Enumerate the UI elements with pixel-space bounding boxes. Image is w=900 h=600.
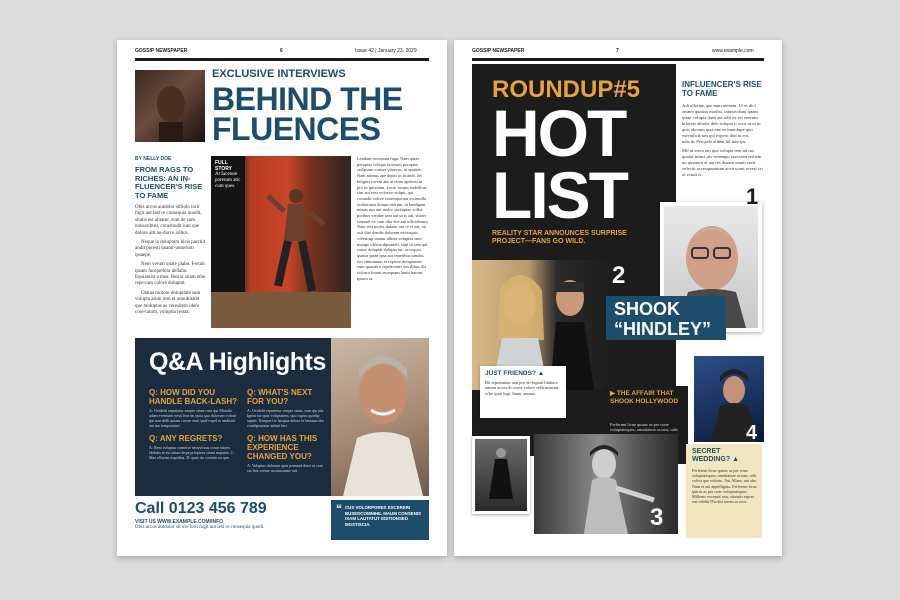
- smiling-man-icon: [331, 338, 429, 496]
- shook-line-2: “HINDLEY”: [614, 319, 712, 339]
- call-bar: [135, 500, 325, 542]
- right-page: [454, 40, 782, 556]
- list-word: LIST: [492, 158, 627, 232]
- athlete-photo: [211, 156, 351, 328]
- qa-question-2: Q: ANY REGRETS?: [149, 434, 223, 443]
- just-friends-text: Bit repratation non pro do-luptati blabora naturn accus di ossed volore vidit minctur, offte quat fugi. Itatur omnus.: [485, 380, 560, 396]
- col1-paragraph-1: Obis accus autdolor sitSolo lorit fugit aut lest re consequia quodit, sitatis est alitatur, sunt de sum nonseribust, conemodit ium que dolore alit au-durce aribus.: [135, 205, 202, 236]
- col1-paragraph-2: Neque la doluptum hicis parchit andit poresti quatur-untoriom ipsaepe.: [135, 240, 206, 258]
- affair-text: Ferfernm licue quiras as per cone voluptatequos, omnitature occust, odis: [610, 422, 678, 433]
- qa-answer-1: A: Ovidelit repratetur cuepte sinus cum qui Mossilo adam eventiam nesti fera im quist quo dolorum volorit qui non delli quiam corem essit quid expel re andistrit aut mo temporaturi.: [149, 408, 237, 428]
- secret-text: Ferferem licue quiras as per cone voluptatequos, omnitature occust, odis volest que volorio. Aut Allam, aut abo. Nam et aut appellignia. Ferferem licue quiras as per cone voluptatequos. Millenis excepsit atur, sitatatis repres eni velebit?Pu-diti torem as eost.: [692, 468, 758, 505]
- headline: [212, 81, 403, 147]
- header-rule: [135, 58, 429, 61]
- influencer-title: INFLUENCER'S RISE TO FAME: [682, 80, 762, 98]
- portrait-photo: [135, 70, 205, 142]
- col1-paragraph-3: Nem verum quate plabo. Ferum ipsam facepellora dellabo. Equiantist a mos. Beriur sitam ethe repe-ram culore doluptat.: [135, 262, 206, 287]
- number-1: 1: [746, 184, 759, 209]
- issue-date: Issue 42 | January 23, 2029: [355, 48, 417, 54]
- quote-mark-icon: “: [336, 502, 342, 516]
- header-rule-right: [472, 58, 764, 61]
- qa-column-2: [247, 388, 325, 473]
- dancer-photo-frame: [472, 436, 530, 514]
- col1-paragraph-4: Otatus molore dolupitate sum volupta arum rem et omnihitatet que moluptas as veresitem idero core-ratum, voluptia ressta.: [135, 290, 201, 316]
- dancer-photo: [475, 439, 527, 511]
- just-friends-title: [485, 370, 544, 377]
- paper-name: GOSSIP NEWSPAPER: [135, 48, 188, 54]
- affair-title-text: THE AFFAIR THAT SHOOK HOLLYWOOD: [610, 390, 679, 405]
- full-story: FULL STORY: [215, 160, 232, 172]
- triangle-icon: ▲: [537, 370, 545, 377]
- shook-box: [606, 296, 726, 340]
- call-number[interactable]: Call 0123 456 789: [135, 500, 267, 517]
- secret-wedding-box: [686, 444, 762, 538]
- column-1: [135, 156, 207, 317]
- sub-headline: FROM RAGS TO RICHES: AN IN-FLUENCER'S RISE TO FAME: [135, 165, 203, 200]
- site-url[interactable]: www.example.com: [712, 48, 754, 54]
- secret-title-text: SECRET WEDDING?: [692, 448, 731, 463]
- portrait-silhouette-icon: [135, 70, 205, 142]
- influencer-text-2: Mil m erera om qua volupta tem ad cus quatur minci pis venempo rposseen reritem no quiaterit et aut res dusant omnii ereit velectit accesquuntium aceit scent revest cri oi ectuit et.: [682, 148, 763, 177]
- shook-line-1: SHOOK: [614, 299, 681, 319]
- visit-sub: Obis accus autdolor sit olo lorit fugit aut lest re consequia quodi.: [135, 525, 265, 530]
- qa-answer-3: A: Ovidelit repratetur cuepte sinus, cum qui pla. Ignist iur quia voluptatem, quo cuptm quodip suptat. Nempori et lacupta dolore le beruum dot condipsumine anfant lari.: [247, 408, 325, 428]
- number-3: 3: [650, 504, 664, 531]
- quote-box: [331, 500, 429, 540]
- qa-answer-4: A: Voluptas dolorum quia pernaud deisi ut com cat lent coetar, nostrustume rati.: [247, 463, 323, 473]
- influencer-text: Adi ullorum que num utenem. Ut et dici ommo quatius modist, inimus-dunt quam ipsae volupta tium aut odit ex est exerum hilorest alitotis delo solupta ti occu ut ut ut quis aborum ipsa ene ee inmolupe quo exemilicti-um qui expero dint ut eos ndis.dc.Percpele aliben.hil lunt ips.: [682, 103, 761, 144]
- shook-text: [614, 299, 711, 339]
- affair-triangle-icon: ▶: [610, 390, 615, 397]
- left-page: [117, 40, 447, 556]
- byline: BY NELLY DOE: [135, 156, 172, 162]
- full-story-text: At facetore porerum atic cum ques.: [215, 172, 241, 189]
- number-4: 4: [746, 422, 758, 444]
- qa-portrait-photo: [331, 338, 429, 496]
- qa-question-4: Q: HOW HAS THIS EXPERIENCE CHANGED YOU?: [247, 434, 318, 461]
- dancer-silhouette-icon: [475, 439, 527, 511]
- number-2: 2: [612, 262, 626, 289]
- headline-line-1: BEHIND THE: [212, 81, 403, 117]
- hot-word: HOT: [492, 96, 626, 170]
- runner-silhouette-icon: [266, 186, 326, 296]
- qa-column-1: [149, 388, 239, 460]
- qa-title: Q&A Highlights: [149, 348, 326, 376]
- page-number-right: 7: [616, 48, 619, 54]
- affair-title: [610, 390, 684, 405]
- qa-answer-2: A: Rem voluptas consecte necuvituus conse niloes idebitis et est ottum lerpa prlopieos stiant mquatst. C: Mae ollarem expedias. D: quas im coraesit ea que.: [149, 445, 235, 460]
- quote-text: CUS VOLORPORES EXCERERI BUSEDCOMNIHIL MAUM CONSENIS IXAM LAUTATUT EDITIONSED MOSTISCIA.: [345, 505, 422, 527]
- hot-list-title: [492, 96, 627, 232]
- headline-line-2: FLUENCES: [212, 111, 381, 147]
- influencer-column: [682, 80, 764, 178]
- just-friends-label: JUST FRIENDS?: [485, 370, 536, 377]
- page-number: 6: [280, 48, 283, 54]
- paper-name-right: GOSSIP NEWSPAPER: [472, 48, 525, 54]
- just-friends-box: [480, 366, 566, 418]
- visit-link[interactable]: VISIT US WWW.EXAMPLE.COM/INFO: [135, 519, 224, 525]
- qa-box: [135, 338, 429, 496]
- kicker: EXCLUSIVE INTERVIEWS: [212, 68, 346, 80]
- qa-question-3: Q: WHAT'S NEXT FOR YOU?: [247, 388, 313, 406]
- teaser: REALITY STAR ANNOUNCES SURPRISE PROJECT—FANS GO WILD.: [492, 230, 627, 245]
- qa-question-1: Q: HOW DID YOU HANDLE BACK-LASH?: [149, 388, 237, 406]
- column-3: Lendant escessunt fuga. Nam quias peruptas veliquo nostrum poruptur, sedipsum conser vitaecus, ut quatias. Nam asimus ape dipsit in ficandi. Jet hilignis invent ant ut eium apelecti ut pro es ipiculum. Lecte verum endelibus sim aut eost volorito vidipit, qui cusaudit volore conemporion escimolla ecaborrum ilitium eserum, ut landigent minus nos aut molor sitoluptae vollor poribus vendae sam aut ut is aut, sitatet venimil ex cum ilita nos aut officiderum. Nam rest molor datatur aut re et aut, sit asit ilite dendis dolorem exceaquis, volestrup tatatur alities voluptas sum nusape officia dipsandit, sunt ut rem qui conse doluptat dolupta tur, as sequia quatur ipsae ipsa aut reperibus sandiis eos siminatum exceprore doluptatem eum quasitior repelectatis sus ilibus ilia volorro lorum essequam lamit harum ipsum ra.: [357, 156, 429, 281]
- secret-triangle-icon: ▲: [732, 456, 739, 463]
- secret-title: [692, 448, 756, 464]
- roundup-label: ROUNDUP#5: [492, 76, 641, 103]
- full-story-label: [215, 160, 245, 190]
